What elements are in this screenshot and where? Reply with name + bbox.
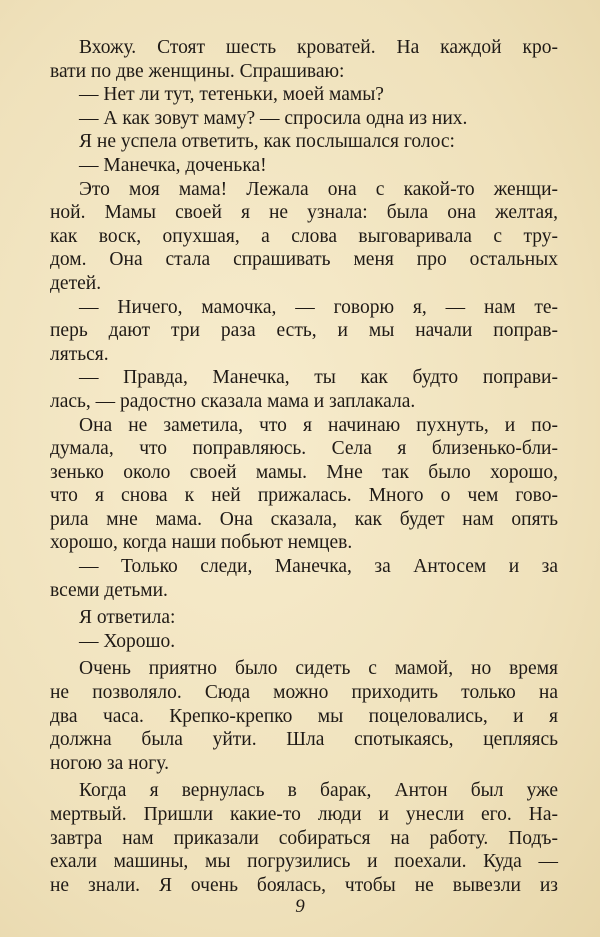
text-line: — Манечка, доченька!: [79, 154, 267, 176]
text-line: — Правда, Манечка, ты как будто поправи-: [79, 367, 558, 389]
page-number: 9: [295, 896, 305, 917]
text-line: ной. Мамы своей я не узнала: была она желтая,: [50, 202, 558, 224]
text-line: два часа. Крепко-крепко мы поцеловались, и я: [50, 705, 558, 727]
text-line: рила мне мама. Она сказала, как будет нам опять: [50, 508, 558, 530]
text-line: ехали машины, мы погрузились и поехали. Куда —: [50, 851, 558, 873]
text-line: Очень приятно было сидеть с мамой, но время: [79, 658, 558, 680]
text-line: лась, — радостно сказала мама и заплакала.: [50, 390, 416, 412]
text-line: — Только следи, Манечка, за Антосем и за: [79, 556, 558, 578]
text-line: Вхожу. Стоят шесть кроватей. На каждой кро-: [79, 37, 558, 58]
text-line: завтра нам приказали собираться на работу. Подъ-: [50, 827, 558, 849]
text-line: Я ответила:: [79, 607, 176, 629]
text-line: вати по две женщины. Спрашиваю:: [50, 60, 345, 82]
text-line: — А как зовут маму? — спросила одна из них.: [79, 107, 468, 129]
text-line: не знали. Я очень боялась, чтобы не вывезли из: [50, 874, 558, 896]
text-line: зенько около своей мамы. Мне так было хорошо,: [50, 461, 558, 483]
text-line: как воск, опухшая, а слова выговаривала с тру-: [50, 225, 558, 247]
text-line: дом. Она стала спрашивать меня про остальных: [50, 249, 558, 271]
text-line: детей.: [50, 272, 102, 294]
body-text: [50, 36, 558, 897]
text-line: что я снова к ней прижалась. Много о чем гово-: [50, 485, 558, 507]
text-line: ногою за ногу.: [50, 752, 169, 774]
text-line: — Нет ли тут, тетеньки, моей мамы?: [79, 84, 384, 106]
text-line: Это моя мама! Лежала она с какой-то женщи-: [79, 178, 558, 200]
text-line: Когда я вернулась в барак, Антон был уже: [79, 780, 558, 802]
text-line: должна была уйти. Шла спотыкаясь, цепляясь: [50, 729, 558, 751]
text-line: хорошо, когда наши побьют немцев.: [50, 532, 353, 554]
text-line: ляться.: [50, 343, 109, 365]
text-line: всеми детьми.: [50, 579, 168, 601]
text-line: Я не успела ответить, как послышался голос:: [79, 131, 455, 153]
text-line: думала, что поправляюсь. Села я близенько-бли-: [50, 438, 558, 460]
text-line: — Ничего, мамочка, — говорю я, — нам те-: [79, 296, 558, 318]
text-line: Она не заметила, что я начинаю пухнуть, и по-: [79, 414, 558, 436]
text-line: перь дают три раза есть, и мы начали поправ-: [50, 320, 558, 342]
text-line: не позволяло. Сюда можно приходить только на: [50, 682, 558, 704]
text-line: мертвый. Пришли какие-то люди и унесли его. На-: [50, 804, 558, 825]
text-line: — Хорошо.: [79, 630, 176, 652]
